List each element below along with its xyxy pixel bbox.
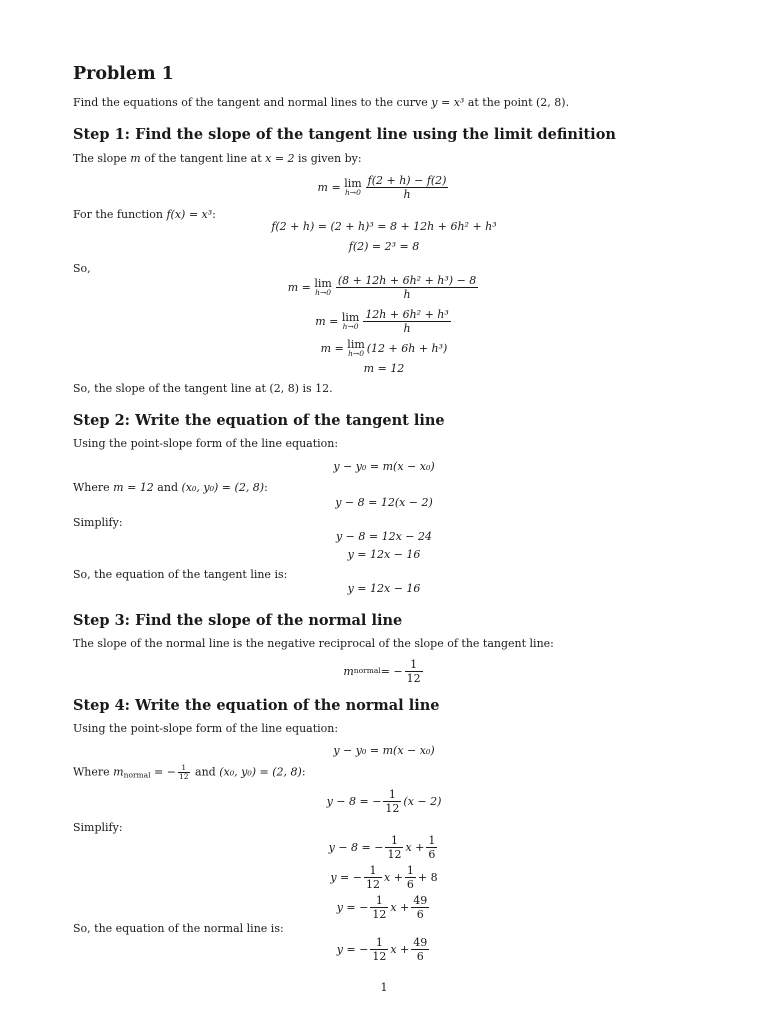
tangent-final: y = 12x − 16 <box>347 582 421 595</box>
for-function-text: For the function f(x) = x³: <box>73 208 216 221</box>
tangent-conclusion: So, the equation of the tangent line is: <box>73 568 288 581</box>
limit-line-2: m = lim h→0 $\frac{\text{12h + 6h² + h³}}{h}$ <box>315 307 449 335</box>
step4-heading: Step 4: Write the equation of the normal line <box>73 697 440 714</box>
step1-heading: Step 1: Find the slope of the tangent line using the limit definition <box>73 126 616 143</box>
normal-simplify-2: y = − $\frac{1}{12}$ x + $\frac{1}{6}$ + 8 <box>330 863 438 891</box>
step1-text: The slope m of the tangent line at x = 2 is given by: <box>73 152 362 165</box>
problem-title: Problem 1 <box>73 64 174 84</box>
f2-equation: f(2) = 2³ = 8 <box>348 240 420 253</box>
step2-heading: Step 2: Write the equation of the tangent line <box>73 412 445 429</box>
point-slope-formula: y − y₀ = m(x − x₀) <box>333 460 435 473</box>
so-text: So, <box>73 262 91 275</box>
simplify-label-2: Simplify: <box>73 821 123 834</box>
normal-slope-equation: m normal = − $\frac{1}{12}$ <box>343 657 421 685</box>
normal-final: y = − $\frac{1}{12}$ x + $\frac{49}{6}$ <box>336 935 428 963</box>
slope-result: m = 12 <box>363 362 405 375</box>
limit-line-3: m = lim h→0 (12 + 6h + h³) <box>320 338 448 358</box>
step3-heading: Step 3: Find the slope of the normal line <box>73 612 403 629</box>
step2-where: Where m = 12 and (x₀, y₀) = (2, 8): <box>73 481 268 494</box>
page-number: 1 <box>380 981 388 994</box>
normal-simplify-3: y = − $\frac{1}{12}$ x + $\frac{49}{6}$ <box>336 893 428 921</box>
normal-conclusion: So, the equation of the normal line is: <box>73 922 284 935</box>
step2-text: Using the point-slope form of the line equation: <box>73 437 339 450</box>
problem-statement: Find the equations of the tangent and normal lines to the curve y = x³ at the point (2, 8). <box>73 96 570 109</box>
limit-definition: m = lim h→0 $\frac{f(2 + h) - f(2)}{h}$ <box>317 173 447 201</box>
limit-line-1: m = lim h→0 $\frac{\text{(8 + 12h + 6h² + h³) − 8}}{h}$ <box>287 273 477 301</box>
simplify-label: Simplify: <box>73 516 123 529</box>
tangent-simplify-1: y − 8 = 12x − 24 <box>335 530 433 543</box>
point-slope-formula-2: y − y₀ = m(x − x₀) <box>333 744 435 757</box>
normal-substituted: y − 8 = − $\frac{1}{12}$ (x − 2) <box>326 787 442 815</box>
tangent-simplify-2: y = 12x − 16 <box>347 548 421 561</box>
expansion-equation: f(2 + h) = (2 + h)³ = 8 + 12h + 6h² + h³ <box>271 220 497 233</box>
step4-where: Where $m_{normal}$ = − $\frac{1}{12}$ and (x₀, y₀) = (2, 8): <box>73 763 306 781</box>
slope-conclusion: So, the slope of the tangent line at (2, 8) is 12. <box>73 382 333 395</box>
normal-simplify-1: y − 8 = − $\frac{1}{12}$ x + $\frac{1}{6}$ <box>328 833 436 861</box>
step3-text: The slope of the normal line is the negative reciprocal of the slope of the tangent line: <box>73 637 554 650</box>
tangent-substituted: y − 8 = 12(x − 2) <box>335 496 433 509</box>
step4-text: Using the point-slope form of the line equation: <box>73 722 339 735</box>
